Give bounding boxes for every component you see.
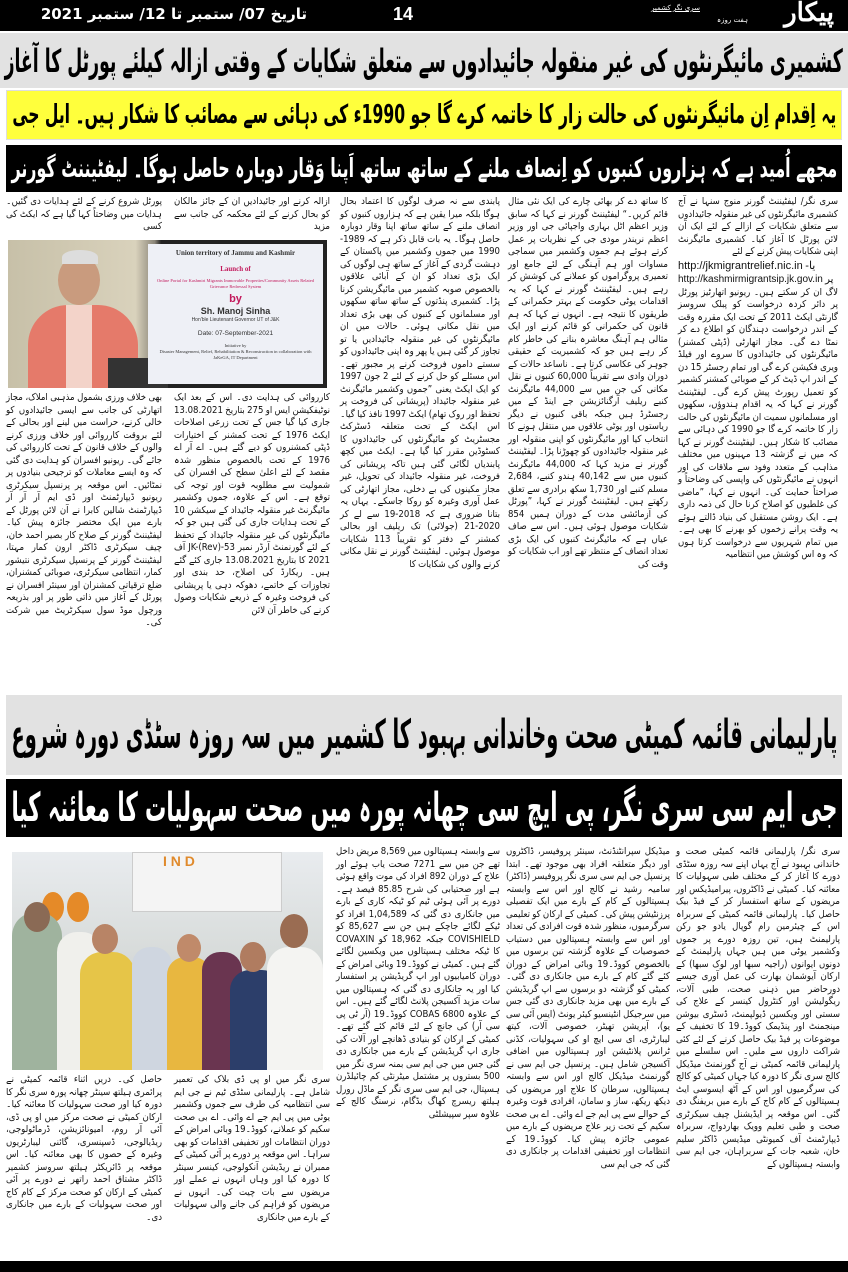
committee-visit-photo <box>12 852 323 1070</box>
screen-line: Disaster Management, Relief, Rehabilitation & Reconstruction in collaboration with JaKeGA, IT Department <box>159 349 312 360</box>
issue-date: تاریخ 07/ ستمبر تا 12/ ستمبر 2021 <box>40 5 307 23</box>
story1-column-4-bottom <box>174 392 330 617</box>
story2-column-1 <box>676 846 840 1171</box>
main-headline: کشمیری مائیگرنٹوں کی غیر منقولہ جائیدادوں سے متعلق شکایات کے وقتی ازالہ کیلئے پورٹل کا آغاز <box>4 41 844 80</box>
person <box>12 912 62 1070</box>
story2-column-4 <box>174 1074 330 1224</box>
headline-banner <box>0 33 848 88</box>
story1-col3-text: پابندی سے نہ صرف لوگوں کا اعتماد بحال ہوگا بلکہ میرا یقین ہے کہ ہزاروں کنبوں کو انصاف ملنے کے ساتھ ساتھ اپنا وقار دوبارہ حاصل ہوگا۔ یہ بات قابل ذکر ہے کہ 1989-1990 میں جموں وکشمیر میں پاکستان کے دہشت گردی کے آغاز کے ساتھ ہی لوگوں کی ایک بڑی تعداد کو ان کے آبائی علاقوں بالخصوص صوبہ کشمیر میں مائیگریشن کرنا پڑا۔ کشمیری پنڈتوں کے ساتھ ساتھ سکھوں اور مسلمانوں کے کنبوں کی بھی بڑی تعداد میں نقل مکانی ہوئی۔ حالات میں ان مائیگرنٹوں کی غیر منقولہ جائیدادیں یا تو تجاوز کر گئی ہیں یا پھر وہ اپنی جائیدادوں کو سستے داموں فروخت کرنے پر مجبور تھے۔ اس مسئلے کو حل کرنے کے لئے 2 جون 1997 کو ایک ایکٹ یعنی ”جموں وکشمیر مائیگرنٹ غیر منقولہ جائیداد (پریشانی کی فروخت پر تحفظ اور روک تھام) ایکٹ 1997 نافذ کیا گیا۔ اس ایکٹ کے تحت متعلقہ ڈسٹرکٹ مجسٹریٹ کو مائیگرنٹوں کی جائیدادوں کا کسٹوڈین مقرر کیا گیا ہے۔ ایکٹ میں کچھ پابندیاں لگائی گئی ہیں تاکہ پریشانی کی فروخت، غیر منقولہ جائیداد کی تحویل، غیر مجاز مکینوں کی بے دخلی، مجاز اتھارٹی کی عمل آوری وغیرہ کو روکا جاسکے۔ یہاں یہ بتانا ضروری ہے کہ 2018-19 سے لے کر 2020-21 (جولائی) تک ریلیف اور بحالی کمشنر کے دفتر کو تقریباً 113 شکایات موصول ہوئیں۔ لیفٹیننٹ گورنر نے نقل مکانی کرنے والوں کی شکایات کا <box>340 196 501 570</box>
screen-line: Date: 07-September-2021 <box>197 330 274 337</box>
person <box>267 947 323 1070</box>
story1-col4-bottom-text: کارروائی کی ہدایت دی۔ اس کے بعد ایک نوٹیفکیشن ایس او 275 بتاریخ 13.08.2021 جاری کیا گیا جس کے تحت زرعی اصلاحات ایکٹ 1976 کے تحت کمشنر کے اختیارات ڈپٹی کمشنروں کو دیے گئے ہیں۔ اے آر اے 1976 کے تحت بالخصوص منظور شدہ مقصد کے لئے اعلیٰ سطح کی افسران کی شمولیت سے مطلوبہ قوت اور توجہ کی توقع ہے۔ اس کے علاوہ، جموں وکشمیر مائیگرنٹ غیر منقولہ جائیداد کے سیکشن 10 کے تحت ہدایات جاری کی گئی ہیں جو کہ مائیگرنٹوں کی غیر منقولہ جائیداد کے تحفظ کے لئے گورنمنٹ آرڈر نمبر 53-JK-(Rev) آف 2021 کا بتاریخ 13.08.2021 جاری کئے گئے ہیں۔ ریکارڈ کی اصلاح، حد بندی اور تجاوزات کے خاتمے، دھوکہ دہی یا پریشانی کی فروخت وغیرہ کے ذریعے شکایات وصول کرنے کی خاطر آن لائن <box>174 392 331 616</box>
story2-column-3 <box>336 846 500 1121</box>
person <box>132 947 172 1070</box>
subheadline-lg-quote: مجھے اُمید ہے کہ ہزاروں کنبوں کو اِنصاف ملنے کے ساتھ ساتھ اَپنا وَقار دوبارہ حاصل ہوگا۔ لیفٹیننٹ گورنر <box>11 153 837 184</box>
story1-col5-top-text: پورٹل شروع کرنے کے لئے ہدایات دی گئیں۔ ہدایات میں وضاحتاً کہا گیا ہے کہ ایکٹ کی کسی <box>6 196 162 232</box>
screen-line: Sh. Manoj Sinha <box>200 306 271 316</box>
story2-col5-text: حاصل کی۔ دریں اثناء قائمہ کمیٹی نے پرائمری ہیلتھ سینٹر چھانہ پورہ سری نگر کا دورہ کیا اور صحت سہولیات کا معائنہ کیا۔ ارکان کمیٹی نے صحت مرکز میں او پی ڈی، آئی آر روم، امیونائزیشن، ڈرماٹولوجی، ریڈیالوجی، ڈسپنسری، گائنی لیبارٹریوں وغیرہ کے حصوں کا بھی معائنہ کیا۔ اس موقعہ پر ڈائریکٹر ہیلتھ سروسز کشمیر ڈاکٹر مشتاق احمد راتھر نے دورے پر آئی کمیٹی کے ارکان کو صحت مرکز کے کام کاج اور صحت سہولیات کے بارے میں جانکاری دی۔ <box>6 1074 162 1223</box>
story1-col1-body: لاگ ان کر سکتے ہیں۔ ریونیو اتھارٹیز پورٹل پر دائر کردہ درخواست کو پبلک سروسز گارنٹی ایکٹ 2011 کے تحت ایک مقررہ وقت کے اندر درخواست دہندگان کو اطلاع دے کر نمٹا دے گی۔ مجاز اتھارٹی (ڈپٹی کمشنر) مائیگرنٹوں کی جائیدادوں کا سروے اور فیلڈ ویری فکیشن کرے گی اور تمام رجسٹر 15 دن کے اندر اپ ڈیٹ کر کے صوبائی کمشنر کشمیر کو تعمیل رپورٹ پیش کرے گی۔ لیفٹیننٹ گورنر نے کہا کہ یہ اقدام ہندوؤں، سکھوں اور مسلمانوں سمیت ان مائیگرنٹوں کی حالت زار کا خاتمہ کرے گا جو 1990 کی دہائی سے مصائب کا شکار ہیں۔ لیفٹیننٹ گورنر نے کہا کہ میں نے گزشتہ 13 مہینوں میں مختلف مذاہب کے متعدد وفود سے ملاقات کی اور انہوں نے مائیگرنٹوں کی واپسی کی وضاحتاً و صراحتاً حمایت کی۔ انہوں نے کہا، ”ماضی کی غلطیوں کو اصلاح کرنا حال کی ذمہ داری ہے۔ ایک روشن مستقبل کی بنیاد ڈالتے ہوئے یہ وقت پرانے زخموں کو بھرنے کا بھی ہے۔ میں تمام شہریوں سے درخواست کرتا ہوں کہ وہ اس کوشش میں انتظامیہ <box>678 286 839 560</box>
story1-col1-intro: سری نگر/ لیفٹیننٹ گورنر منوج سنہا نے آج کشمیری مائیگرنٹوں کی غیر منقولہ جائیدادوں سے متعلق شکایات کے ازالے کے لئے ایک آن لائن پورٹل کا آغاز کیا۔ کشمیری مائیگرنٹ اپنی شکایات پیش کرنے کے لئے <box>678 196 838 257</box>
subheadline-black <box>6 145 842 192</box>
story2-col4-text: سری نگر میں او پی ڈی بلاک کی تعمیر شامل ہے۔ پارلیمانی سٹڈی ٹیم نے جی ایم سی انتظامیہ کی طرف سے جموں وکشمیر یوٹی میں پی ایم جے اے وائی۔ اے بی صحت سکیم کو عملانے، کووڈ۔19 وبائی امراض کے دوران انتظامات اور تخفیفی اقدامات کو بھی سراہا۔ اس موقعہ پر دورے پر آئی کمیٹی کے ممبران نے ریڈیشن آنکولوجی، کینسر سینٹر کا دورہ کیا اور وہاں انہوں نے عملے اور مریضوں سے بات چیت کی۔ انہوں نے مریضوں کو فراہم کی جانے والی سہولیات کے بارے میں جانکاری <box>174 1074 330 1223</box>
story1-column-5-top <box>6 196 162 234</box>
masthead <box>0 0 848 31</box>
newspaper-logo <box>640 0 840 31</box>
subheadline-yellow <box>6 90 842 140</box>
screen-line: Union territory of Jammu and Kashmir <box>175 249 296 257</box>
logo-city-tag: سری نگر کشمیر <box>651 4 700 12</box>
story1-column-5-bottom <box>6 392 162 630</box>
story2-headline: پارلیمانی قائمہ کمیٹی صحت وخاندانی بہبود کا کشمیر میں سہ روزہ سٹڈی دورہ شروع <box>11 712 837 758</box>
story2-col3-text: سے وابستہ ہسپتالوں میں 8,569 مریض داخل تھے جن میں سے 7271 صحت یاب ہوئے اور علاج کے دوران 892 افراد کی موت واقع ہوئی ہے اور صحتیابی کی شرح 85.85 فیصد ہے۔ دورے پر آئی ہوئی ٹیم کو ٹیکہ کاری کے بارے میں جانکاری دی گئی کہ 1,04,589 افراد کو ٹیکے لگائے جاچکے ہیں جن سے 85,627 کو COVISHIELD جبکہ 18,962 کو COVAXIN کا ٹیکہ مختلف ہسپتالوں میں ویکسین لگائے گئے ہیں۔ کمیٹی نے کووڈ۔19 وبائی امراض کے دوران کامیابیوں اور اپ گریڈیشن پر استفسار کیا اور یہ جانکاری دی گئی کہ ہسپتالوں میں سات مزید آکسیجن پلانٹ لگائے گئے ہیں۔ اس کے علاوہ COBAS 6800 کووڈ۔19 (آر ٹی پی سی آر) کی جانچ کے لئے قائم کئے گئے تھے۔ کمیٹی کے ارکان کو بنیادی ڈھانچے اور آلات کی جاری اپ گریڈیشن کے بارے میں جانکاری دی گئی جس میں جی ایم سی بمنہ سری نگر میں 500 بستروں پر مشتمل میٹرنٹی کم چائیلڈرن ہسپتال، جی ایم سی سری نگر کے ماڈل رورل ہیلتھ ریسرچ کھاگ بڈگام، نرسنگ کالج کے علاوہ سپر سپیشلٹی <box>336 846 501 1120</box>
person <box>80 952 135 1070</box>
logo-text: پیکار <box>784 0 834 28</box>
story1-col5-bottom-text: بھی خلاف ورزی بشمول مذہبی املاک، مجاز اتھارٹی کی جانب سے ایسی جائیدادوں کو خالی کرنے، حراست میں لینے اور بحالی کے لئے بروقت کارروائی اور خلاف ورزی کرنے والوں کے خلاف قانون کے تحت کارروائی کی جائے گی۔ ریونیو افسران کو ہدایت دی گئی کہ وہ ایسے معاملات کو ترجیحی بنیادوں پر نمٹائیں۔ اس موقعہ پر پرنسپل سیکرٹری ریونیو ڈیپارٹمنٹ اور ڈی ایم آر آر آر ڈیپارٹمنٹ شالین کابرا نے آن لائن پورٹل کے بارے میں ایک مختصر جائزہ پیش کیا۔ لیفٹیننٹ گورنر کے صلاح کار بصیر احمد خان، چیف سیکرٹری ڈاکٹر ارون کمار مہتا، لیفٹیننٹ گورنر کے پرنسپل سیکرٹری نتیشور کمار، انتظامی سیکرٹری، صوبائی کمشنران، ضلع ترقیاتی کمشنران اور سینئر افسران نے پورٹل کے آغاز میں ذاتی طور پر اور بذریعہ ورچول موڈ سول سیکرٹریٹ میں شرکت کی۔ <box>6 392 162 628</box>
footer-bar <box>0 1261 848 1272</box>
story2-col2-text: میڈیکل سپرانٹنڈنٹ، سینئر پروفیسر، ڈاکٹروں اور دیگر متعلقہ افراد بھی موجود تھے۔ ابتدا پرنسپل جی ایم سی سری نگر پروفیسر (ڈاکٹر) سامیہ رشید نے کالج اور اس سے وابستہ ہسپتالوں کے کام کے بارے میں ایک تفصیلی پرزنٹیشن پیش کی۔ کمیٹی کے ارکان کو تعلیمی سرگرمیوں، منظور شدہ قوت افرادی کی تعداد اور اس سے وابستہ ہسپتالوں میں دستیاب خصوصیات کے علاوہ گزشتہ تین برسوں میں بالخصوص کووڈ۔19 وبائی امراض کے دوران کئے گئے کام کے بارے میں جانکاری دی گئی۔ کمیٹی کو گزشتہ دو برسوں سے اپ گریڈیشن کے بارے میں بھی مزید جانکاری دی گئی جس میں سرجیکل انٹینسیو کیئر یونٹ (ایس آئی سی یو)، آپریشن تھیٹر، خصوصی آلات، کیتھ لیبارٹری، ای سی ایچ او کی سہولیات، کڈنی ٹرانس پلانٹیشن اور ہسپتالوں میں اضافی آکسیجن شامل ہیں۔ پرنسپل جی ایم سی نے گورنمنٹ میڈیکل کالج اور اس سے وابستہ ہسپتالوں، سرطان کا علاج اور مریضوں کی دیکھ ریکھ، ساز و سامان، افرادی قوت وغیرہ کے حوالے سے پی ایم جے اے وائی۔ اے بی صحت سکیم کے تحت زیر علاج مریضوں کے بارے میں عمومی جائزہ پیش کیا۔ کووڈ۔19 کے انتظامات اور تخفیفی اقدامات پر جانکاری دی گئی کہ جی ایم سی <box>506 846 670 1170</box>
story2-subheadline-text: جی ایم سی سری نگر، پی ایچ سی چھانہ پورہ میں صحت سہولیات کا معائنہ کیا <box>11 785 837 831</box>
portal-link-1[interactable]: http://jkmigrantrelief.nic.in -یا <box>678 259 816 272</box>
story1-column-2 <box>508 196 668 571</box>
screen-line: Online Portal for Kashmiri Migrants Immovable Properties/Community Assets Related Grievance Redressal System <box>157 278 314 289</box>
screen-line: Hon'ble Lieutenant Governor UT of J&K <box>191 317 280 323</box>
screen-line: Initiative by <box>224 343 247 348</box>
story2-column-2 <box>506 846 670 1171</box>
story1-col4-top-text: ازالہ کرنے اور جائیدادیں ان کے جائز مالکان کو بحال کرنے کے لئے محکمہ کی جانب سے مزید <box>174 196 330 232</box>
story2-col1-text: سری نگر/ پارلیمانی قائمہ کمیٹی صحت و خاندانی بہبود نے آج یہاں اپنے سہ روزہ سٹڈی دورے کا آغاز کر کے مختلف طبی سہولیات کا معائنہ کیا۔ کمیٹی نے ڈاکٹروں، پیرامیڈیکس اور مریضوں کے ساتھ استفسار کر کے فیڈ بیک حاصل کیا۔ پارلیمانی قائمہ کمیٹی کے سربراہ اس کے چیئرمین رام گوپال یادو جو رکن پارلیمنٹ ہیں، تین روزہ دورے پر جموں وکشمیر یوٹی میں ہیں جہاں پارلیمنٹ کے دونوں ایوانوں (راجیہ سبھا اور لوک سبھا) کے ارکان آیوشمان بھارت کی عمل آوری جیسے دورحاضر میں ذہنی صحت، طبی آلات، ریگولیشن اور کنٹرول کینسر کے علاج کی سستی اور ویکسین ڈیولپمنٹ، ڈسٹری بیوشن مینجمنٹ اور پنڈیمک کووڈ۔19 کا تخفیف کے موضوعات پر فیڈ بیک حاصل کرنے کے لئے کئی شراکت داروں سے ملیں۔ اس سلسلے میں پارلیمانی قائمہ کمیٹی نے آج گورنمنٹ میڈیکل کالج سری نگر کا دورہ کیا جہاں کمیٹی کو کالج کی سرگرمیوں اور اس کے آٹھ ایسوسی ایٹ ہسپتالوں کے کام کاج کے بارے میں بریفنگ دی گئی۔ اس موقعہ پر ایڈیشنل چیف سیکرٹری صحت و طبی تعلیم وویک بھاردواج، سربراہ ڈیپارٹمنٹ آف کمیونٹی میڈیسن ڈاکٹر سلیم خان، شعبہ جات کے سربراہان، جی ایم سی وابستہ ہسپتالوں کے <box>676 846 841 1170</box>
story2-column-5 <box>6 1074 162 1224</box>
presentation-screen <box>148 244 323 384</box>
portal-link-2[interactable]: http://kashmirmigrantsip.jk.gov.in پر <box>678 273 834 285</box>
story1-column-4-top <box>174 196 330 234</box>
story2-headline-banner <box>6 695 842 775</box>
banner-board <box>132 852 282 912</box>
screen-line: by <box>229 293 242 305</box>
banner-text: I N D <box>163 853 195 869</box>
logo-weekly-tag: ہفت روزہ <box>717 16 748 24</box>
lg-portal-launch-photo <box>8 240 327 388</box>
screen-line: Launch of <box>220 265 251 273</box>
story2-subheadline <box>6 779 842 837</box>
story1-col2-text: کا ساتھ دے کر بھائی چارے کی ایک نئی مثال قائم کریں۔“ لیفٹیننٹ گورنر نے کہا کہ سابق وزیر اعظم اٹل بہاری واجپائی جی اور وزیر اعظم نریندر مودی جی کے نظریات پر عمل کرتے ہوئے ہم جموں وکشمیر میں سماجی مساوات اور ہم آہنگی کے لئے جامع اور تعمیری پروگراموں کو عملانے کی کوشش کر رہے ہیں۔ لیفٹیننٹ گورنر نے کہا کہ یہ اقدامات یوٹی حکومت کے بہتر حکمرانی کے طریقوں کا نتیجہ ہے۔ انہوں نے کہا کہ ہم قانون کی حکمرانی کو قائم کرنے اور ایک مثالی ہم آہنگ معاشرہ بنانے کی خاطر کام کر رہے ہیں جو کہ کشمیریت کے حقیقی جوہر کی عکاسی کرتا ہے۔ ناساعد حالات کے دوران وادی سے تقریباً 60,000 کنبوں نے نقل مکانی کی جن میں سے 44,000 مائیگرنٹ کنبے ریلیف آرگنائزیشن جے اینڈ کے میں رجسٹرڈ ہیں جبکہ باقی کنبوں نے دیگر ریاستوں اور یوٹی علاقوں میں منتقل ہونے کا انتخاب کیا اور مائیگرنٹوں کو اپنی منقولہ اور غیر منقولہ جائیدادوں کو چھوڑنا پڑا۔ لیفٹیننٹ گورنر نے مزید کہا کہ 44,000 مائیگرنٹ کنبوں میں سے 40,142 ہندو کنبے، 2,684 مسلم کنبے اور 1,730 سکھ برادری سے تعلق رکھتے ہیں۔ لیفٹیننٹ گورنر نے کہا، ”پورٹل کی آزمائشی مدت کے دوران ہمیں 854 شکایات موصول ہوئی ہیں۔ اس سے صاف عیاں ہے کہ مائیگرنٹ کنبوں کی ایک بڑی تعداد انصاف کے منتظر تھے اور اب شکایات کو وقت کی <box>508 196 668 570</box>
story1-column-3 <box>340 196 500 571</box>
story1-column-1 <box>678 196 838 562</box>
subheadline-quote: یہ اِقدام اِن مائیگرنٹوں کی حالت زار کا خاتمہ کرے گا جو 1990ء کی دہائی سے مصائب کا شکار ہیں۔ ایل جی <box>12 100 836 130</box>
page-number: 14 <box>393 4 414 24</box>
